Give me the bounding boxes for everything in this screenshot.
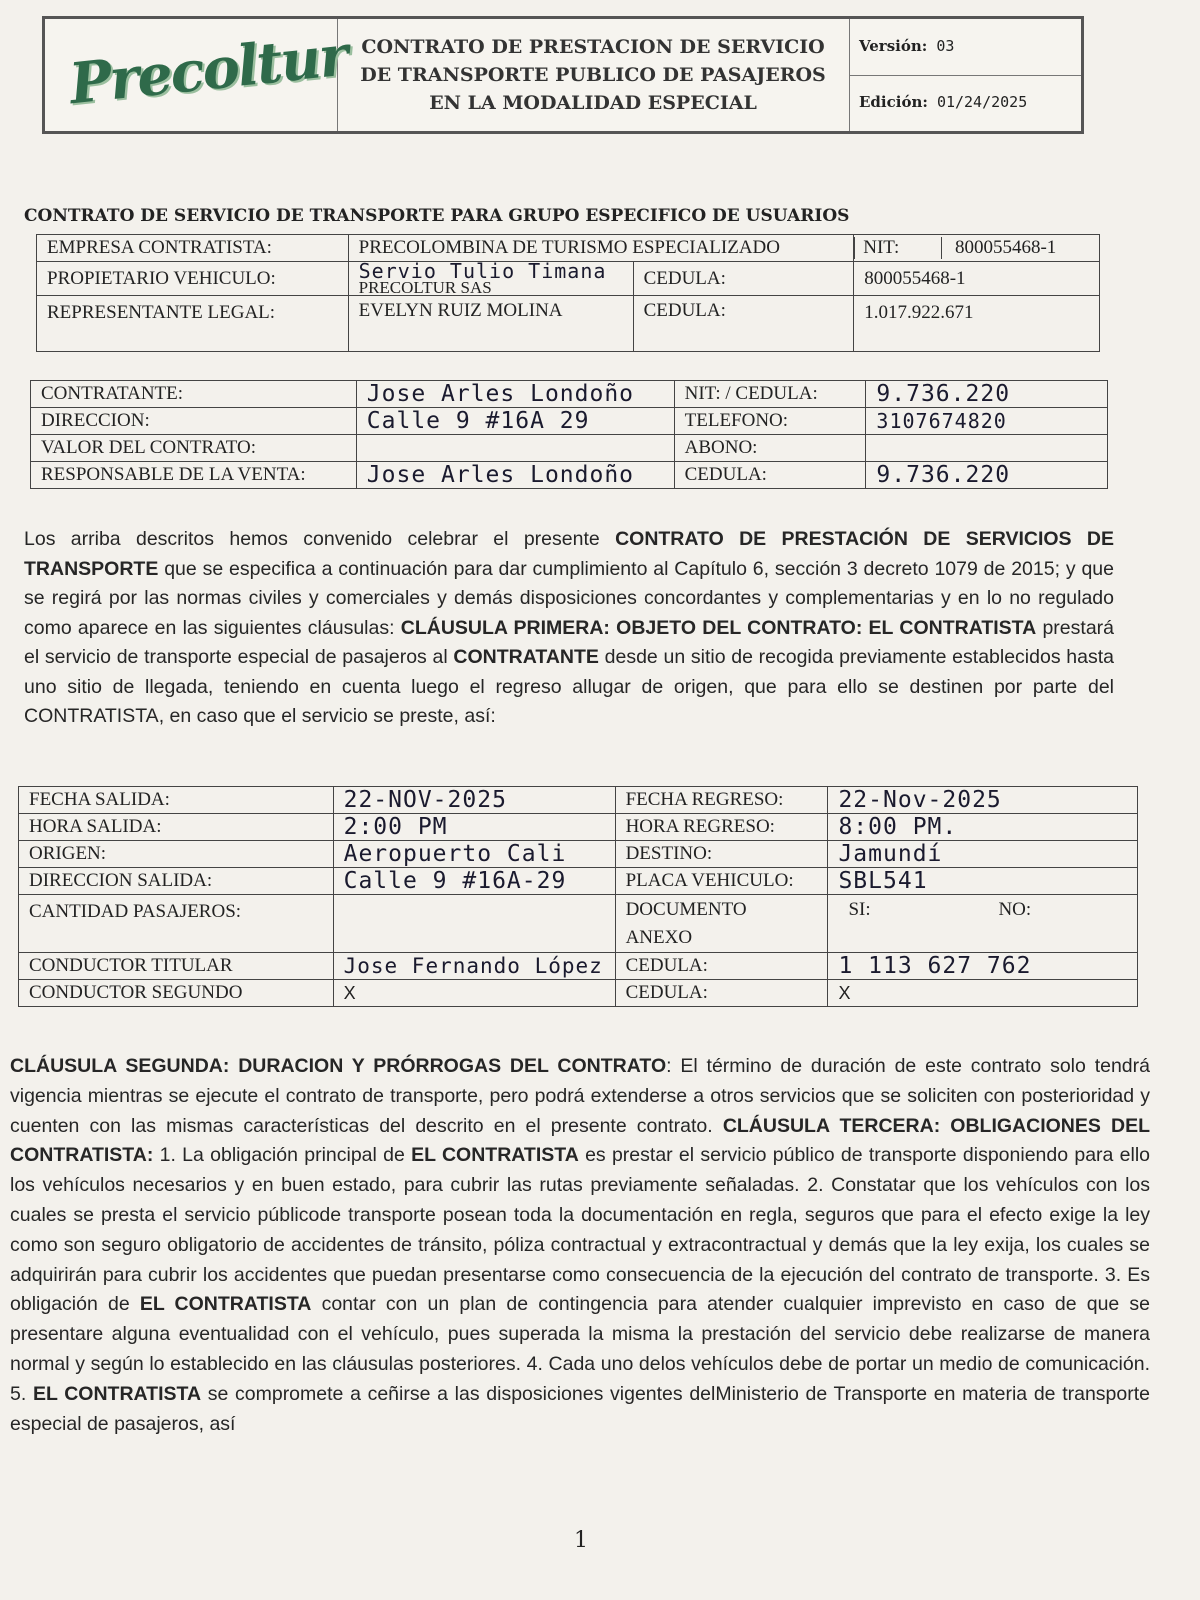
clause-3-text-1: 1. La obligación principal de [153,1144,412,1167]
conductor-titular-label: CONDUCTOR TITULAR [19,953,334,980]
nit-cell [854,235,1100,262]
abono-label: ABONO: [674,435,866,462]
clause-3-text-3: contar con un plan de contingencia para atender cualquier imprevisto en caso de que se presentare alguna eventualidad con el vehículo, pues superada la misma la prestación del servicio debe realizarse de manera normal y según lo establecido en las cláusulas posteriores. 4. Cada uno delos vehículos debe de portar un medio de comunicación. 5. [10,1293,1151,1405]
contratante-cedula: 9.736.220 [866,381,1108,408]
client-table [30,380,1108,489]
table-row [19,814,1138,841]
conductor-titular-value: Jose Fernando López [333,953,615,980]
no-label: NO: [998,899,1032,920]
table-row [37,296,1100,352]
destino-label: DESTINO: [615,841,828,868]
representante-cedula: 1.017.922.671 [854,296,1100,352]
origen-label: ORIGEN: [19,841,334,868]
conductor-segundo-cedula: X [828,980,1138,1007]
table-row [19,868,1138,895]
cedula-label: CEDULA: [615,953,828,980]
placa-label: PLACA VEHICULO: [615,868,828,895]
table-row [19,841,1138,868]
intro-text-2: que se especifica a continuación para dar cumplimiento al Capítulo 6, sección 3 decreto 1079 de 2015; y que se regirá por las normas civiles y comerciales y demás disposiciones concordantes y complementarias y en lo no regulado como aparece en las siguientes cláusulas: [24,557,1114,639]
direccion-salida-label: DIRECCION SALIDA: [19,868,334,895]
edition-value: 01/24/2025 [936,93,1028,111]
documento-anexo-label [615,895,828,953]
version-value: 03 [936,37,955,55]
hora-salida-value: 2:00 PM [333,814,615,841]
intro-paragraph [24,525,1114,732]
table-row [31,435,1108,462]
logo-text: Precoltur [66,22,350,118]
table-row [19,980,1138,1007]
clause-3-bold-3: EL CONTRATISTA [32,1382,202,1405]
document-meta [849,19,1081,131]
company-table [36,234,1100,352]
cantidad-label: CANTIDAD PASAJEROS: [19,895,334,953]
table-row [31,381,1108,408]
responsable-value: Jose Arles Londoño [356,462,674,489]
clause-2-text: : El término de duración de este contrato solo tendrá vigencia mientras se ejecute el contrato de transporte, pero podrá extenderse a otros servicios que se soliciten con posterioridad y cuenten con las mismas características del descrito en el presente contrato. [10,1055,1150,1137]
clause-3-heading: CLÁUSULA TERCERA: OBLIGACIONES DEL CONTRATISTA: [10,1114,1151,1167]
cantidad-value [333,895,615,953]
intro-text-1: Los arriba descritos hemos convenido celebrar el presente [24,528,616,550]
intro-bold-3: CONTRATANTE [453,646,599,668]
table-row [37,262,1100,296]
edition-label: Edición: [859,93,928,111]
empresa-value: PRECOLOMBINA DE TURISMO ESPECIALIZADO [348,235,854,262]
representante-label: REPRESENTANTE LEGAL: [37,296,349,352]
direccion-label: DIRECCION: [31,408,357,435]
direccion-salida-value: Calle 9 #16A-29 [333,868,615,895]
fecha-regreso-value: 22-Nov-2025 [828,787,1138,814]
direccion-value: Calle 9 #16A 29 [356,408,674,435]
clause-3-bold-2: EL CONTRATISTA [139,1293,312,1316]
clause-2-heading: CLÁUSULA SEGUNDA: DURACION Y PRÓRROGAS DEL CONTRATO [10,1055,667,1077]
conductor-titular-cedula: 1 113 627 762 [828,953,1138,980]
fecha-salida-label: FECHA SALIDA: [19,787,334,814]
valor-value [356,435,674,462]
responsable-label: RESPONSABLE DE LA VENTA: [31,462,357,489]
placa-value: SBL541 [828,868,1138,895]
trip-table [18,786,1138,1007]
hora-regreso-value: 8:00 PM. [828,814,1138,841]
title-line-3: EN LA MODALIDAD ESPECIAL [429,92,757,114]
nit-cedula-label: NIT: / CEDULA: [674,381,866,408]
responsable-cedula: 9.736.220 [866,462,1108,489]
hora-salida-label: HORA SALIDA: [19,814,334,841]
cedula-label: CEDULA: [674,462,866,489]
intro-bold-2: CLÁUSULA PRIMERA: OBJETO DEL CONTRATO: EL CONTRATISTA [400,616,1037,639]
si-no-cell [828,895,1138,953]
contratante-label: CONTRATANTE: [31,381,357,408]
propietario-typed: PRECOLTUR SAS [358,278,492,296]
document-title [337,19,850,131]
propietario-label: PROPIETARIO VEHICULO: [37,262,349,296]
table-row [19,953,1138,980]
cedula-label: CEDULA: [633,296,854,352]
telefono-value: 3107674820 [866,408,1108,435]
nit-label: NIT: [854,237,942,259]
destino-value: Jamundí [828,841,1138,868]
clause-3-bold-1: EL CONTRATISTA [411,1144,579,1167]
table-row [31,462,1108,489]
clauses-paragraph [10,1052,1150,1439]
version-label: Versión: [859,37,928,55]
origen-value: Aeropuerto Cali [333,841,615,868]
empresa-label: EMPRESA CONTRATISTA: [37,235,349,262]
clause-3-text-2: es prestar el servicio público de transporte disponiendo para ello los vehículos necesarios y en buen estado, para cubrir las rutas previamente señaladas. 2. Constatar que los vehículos con los cuales se presta el servicio públicode transporte posean toda la documentación en regla, seguros que para el efecto exige la ley como son seguro obligatorio de accidentes de tránsito, póliza contractual y extracontractual y demás que la ley exija, los cuales se adquirirán para cubrir los accidentes que puedan presentarse como consecuencia de la ejecución del contrato de transporte. 3. Es obligación de [10,1144,1151,1316]
si-label: SI: [848,899,871,920]
documento-label: DOCUMENTO [625,898,747,920]
representante-value: EVELYN RUIZ MOLINA [348,296,633,352]
propietario-cedula: 800055468-1 [854,262,1100,296]
company-logo [45,19,350,131]
propietario-value [348,262,633,296]
hora-regreso-label: HORA REGRESO: [615,814,828,841]
contratante-value: Jose Arles Londoño [356,381,674,408]
fecha-salida-value: 22-NOV-2025 [333,787,615,814]
nit-value: 800055468-1 [954,237,1057,258]
telefono-label: TELEFONO: [674,408,866,435]
valor-label: VALOR DEL CONTRATO: [31,435,357,462]
clause-3-text-4: se compromete a ceñirse a las disposiciones vigentes delMinisterio de Transporte en materia de transporte especial de pasajeros, así [10,1382,1150,1435]
section-title: CONTRATO DE SERVICIO DE TRANSPORTE PARA GRUPO ESPECIFICO DE USUARIOS [24,206,850,226]
intro-bold-1: CONTRATO DE PRESTACIÓN DE SERVICIOS DE TRANSPORTE [24,528,1115,580]
document-header [42,16,1084,134]
table-row [19,895,1138,953]
cedula-label: CEDULA: [615,980,828,1007]
abono-value [866,435,1108,462]
title-line-1: CONTRATO DE PRESTACION DE SERVICIO [361,36,825,58]
table-row [31,408,1108,435]
fecha-regreso-label: FECHA REGRESO: [615,787,828,814]
page-number: 1 [574,1528,588,1553]
propietario-handwritten: Servio Tulio Timana [358,261,607,283]
intro-text-4: desde un sitio de recogida previamente establecidos hasta uno sitio de llegada, teniendo en cuenta luego el regreso allugar de origen, que para ello se destinen por parte del CONTRATISTA, en caso que el servicio se preste, así: [24,646,1114,727]
conductor-segundo-label: CONDUCTOR SEGUNDO [19,980,334,1007]
anexo-label: ANEXO [625,926,693,948]
title-line-2: DE TRANSPORTE PUBLICO DE PASAJEROS [360,64,826,86]
table-row [19,787,1138,814]
table-row [37,235,1100,262]
conductor-segundo-value: X [333,980,615,1007]
intro-text-3: prestará el servicio de transporte especial de pasajeros al [24,616,1114,668]
cedula-label: CEDULA: [633,262,854,296]
meta-divider [849,75,1081,76]
